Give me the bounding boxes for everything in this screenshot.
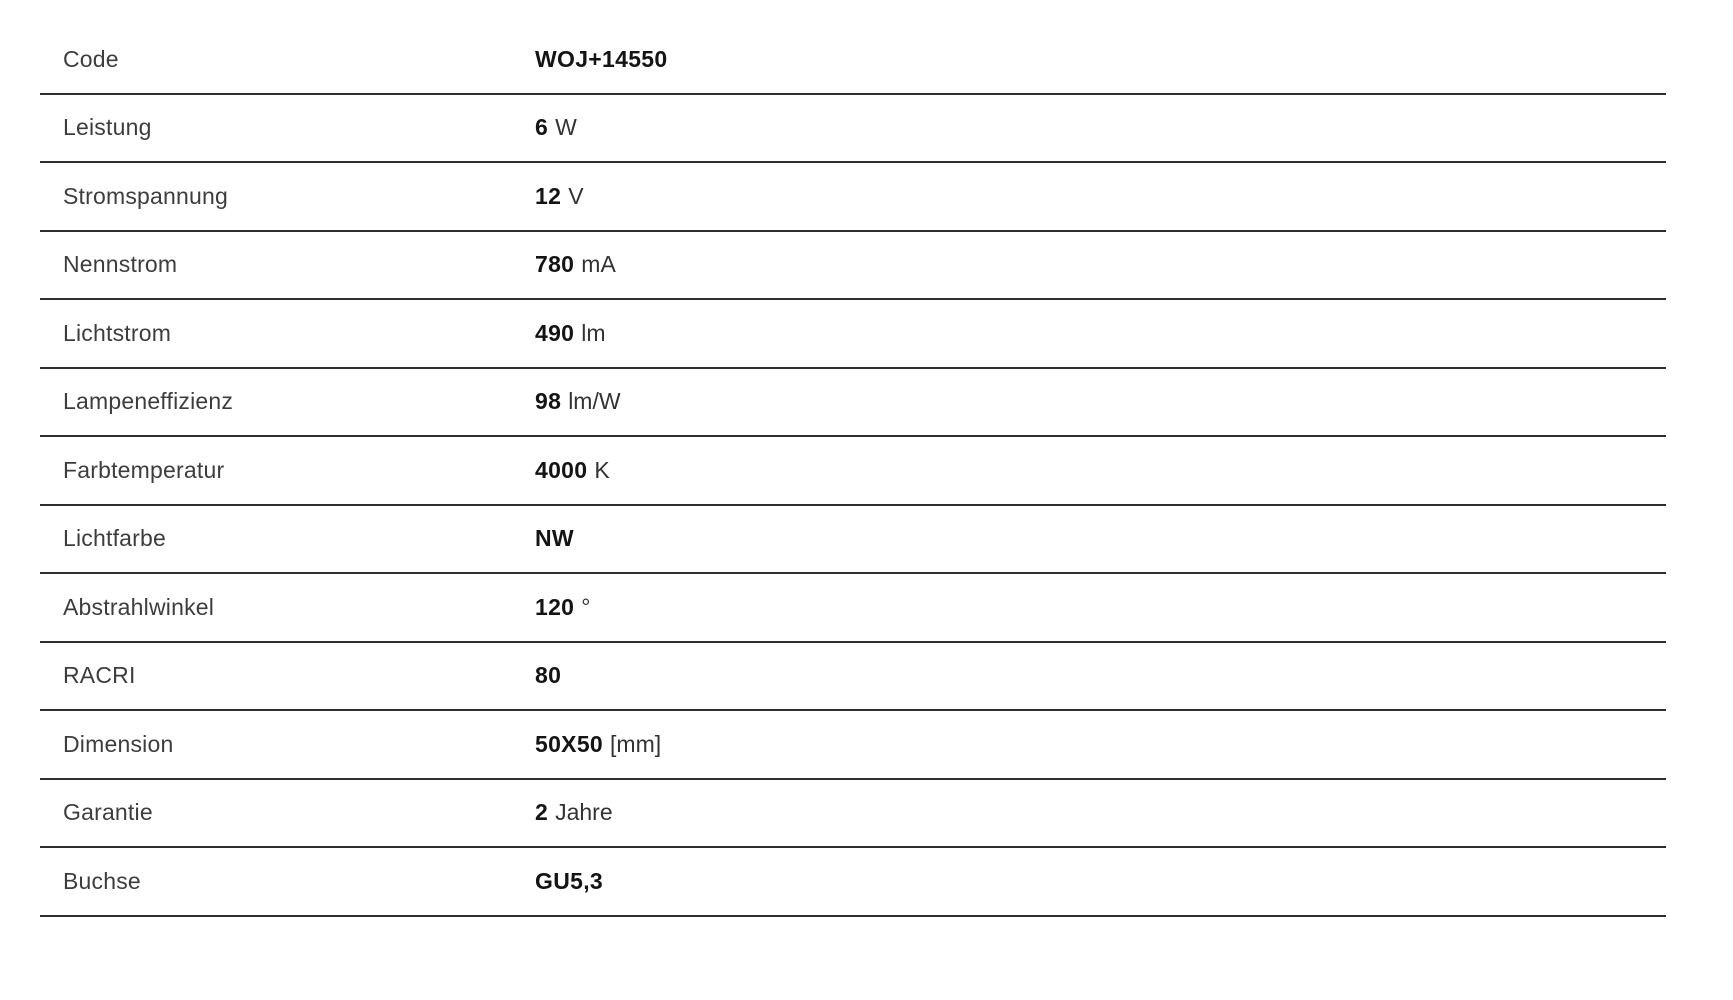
spec-label: Nennstrom (63, 251, 178, 278)
spec-row-code (40, 26, 1666, 95)
spec-value-main: 80 (535, 662, 562, 689)
spec-row-dimension (40, 711, 1666, 780)
spec-label: Dimension (63, 730, 174, 757)
spec-value (535, 730, 662, 757)
spec-value (535, 527, 581, 550)
spec-value (535, 253, 616, 276)
spec-label: Code (63, 45, 119, 72)
spec-row-abstrahlwinkel (40, 574, 1666, 643)
spec-value-main: GU5,3 (535, 867, 603, 894)
spec-value-main: NW (535, 525, 574, 552)
spec-value-main: 6 (535, 114, 549, 141)
spec-value-unit: mA (581, 251, 616, 278)
spec-row-racri (40, 643, 1666, 712)
spec-value-unit: V (568, 182, 584, 209)
spec-row-lampeneffizienz (40, 369, 1666, 438)
spec-value (535, 801, 613, 824)
spec-value-unit: [mm] (610, 730, 662, 757)
spec-label: Lichtfarbe (63, 525, 167, 552)
spec-value-main: 2 (535, 799, 549, 826)
spec-label: Stromspannung (63, 182, 228, 209)
spec-value-main: WOJ+14550 (535, 45, 668, 72)
spec-label: RACRI (63, 662, 136, 689)
spec-value-main: 12 (535, 182, 562, 209)
spec-label: Farbtemperatur (63, 456, 225, 483)
spec-label: Lampeneffizienz (63, 388, 234, 415)
spec-table (40, 26, 1666, 917)
spec-row-leistung (40, 95, 1666, 164)
spec-value (535, 664, 568, 687)
spec-label: Buchse (63, 867, 141, 894)
spec-value-unit: Jahre (555, 799, 613, 826)
spec-value-unit: lm (581, 319, 606, 346)
spec-label: Leistung (63, 114, 152, 141)
spec-row-buchse (40, 848, 1666, 917)
spec-value (535, 319, 606, 346)
spec-row-nennstrom (40, 232, 1666, 301)
spec-value (535, 45, 674, 72)
spec-value-main: 4000 (535, 456, 588, 483)
spec-value (535, 456, 610, 483)
spec-value-main: 120 (535, 593, 575, 620)
spec-row-lichtfarbe (40, 506, 1666, 575)
spec-value-unit: ° (581, 593, 591, 620)
spec-label: Lichtstrom (63, 319, 172, 346)
spec-value-main: 780 (535, 251, 575, 278)
spec-value (535, 593, 591, 620)
spec-value (535, 116, 577, 139)
spec-label: Abstrahlwinkel (63, 593, 215, 620)
spec-label: Garantie (63, 799, 153, 826)
spec-value (535, 867, 610, 894)
spec-value-main: 50X50 (535, 730, 604, 757)
spec-row-lichtstrom (40, 300, 1666, 369)
spec-value (535, 390, 621, 413)
spec-row-garantie (40, 780, 1666, 849)
spec-row-farbtemperatur (40, 437, 1666, 506)
spec-row-stromspannung (40, 163, 1666, 232)
spec-value-unit: K (594, 456, 610, 483)
spec-value (535, 182, 584, 209)
spec-value-main: 98 (535, 388, 562, 415)
spec-value-main: 490 (535, 319, 575, 346)
spec-value-unit: W (555, 114, 577, 141)
spec-value-unit: lm/W (568, 388, 621, 415)
